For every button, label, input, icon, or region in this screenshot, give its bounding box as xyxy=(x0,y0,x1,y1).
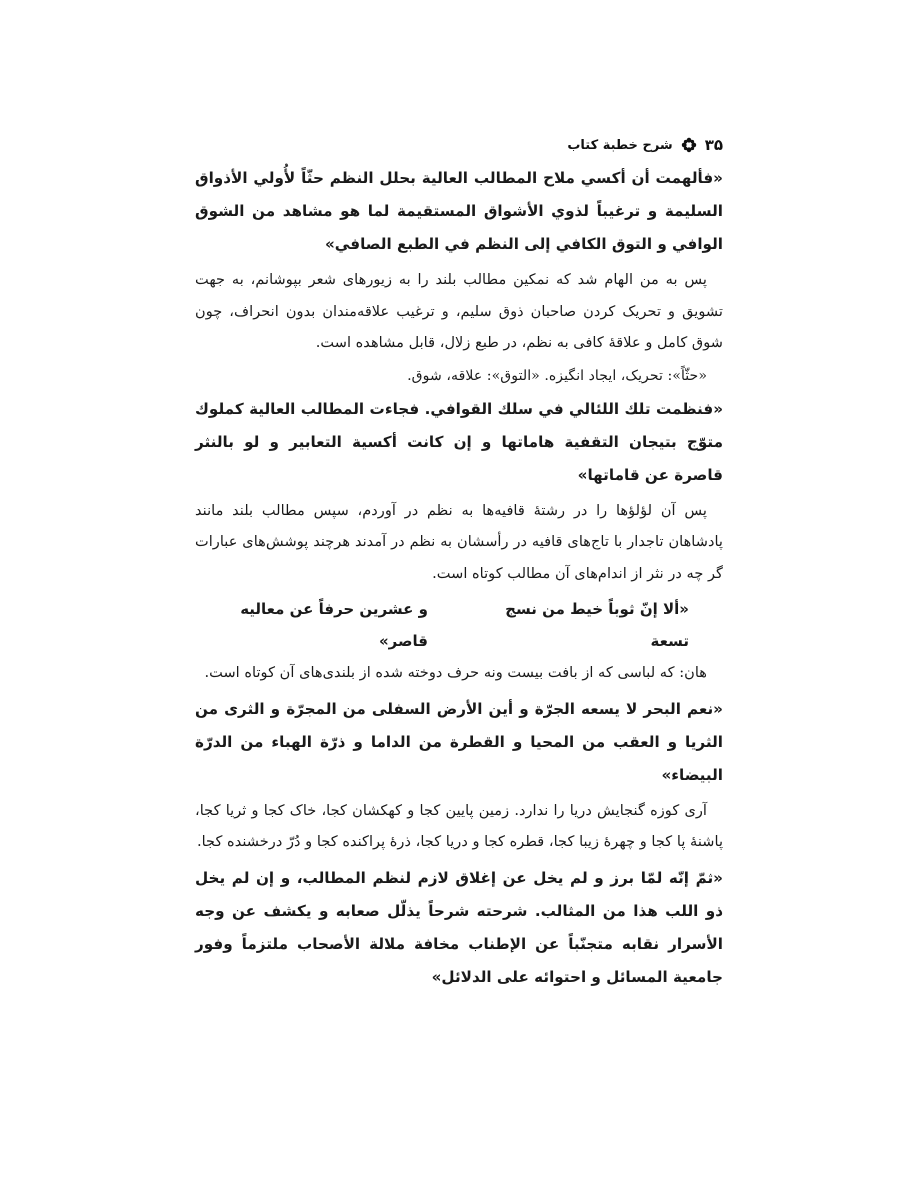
page-number: ۳۵ xyxy=(704,136,723,154)
arabic-passage-1: «فألهمت أن أکسي ملاح المطالب العالیة بحلل النظم حثّاً لأُولي الأذواق السلیمة و ترغیباً لذوي الأشواق المستقیمة لما هو مشاهد من الشوق الوافي و التوق الکافي إلی النظم في الطبع الصافي» xyxy=(195,169,723,253)
running-header xyxy=(195,128,723,162)
flower-ornament-icon xyxy=(681,137,697,153)
persian-translation-4: آری کوزه گنجایش دریا را ندارد. زمین پایین کجا و کهکشان کجا، خاک کجا و ثریا کجا، پاشنهٔ پا کجا و چهرهٔ زیبا کجا، قطره کجا و دریا کجا، ذرهٔ پراکنده کجا و دُرّ درخشنده کجا. xyxy=(195,801,723,850)
book-title: شرح خطبة کتاب xyxy=(567,137,673,153)
persian-translation-3: هان: که لباسی که از بافت بیست ونه حرف دوخته شده از بلندی‌های آن کوتاه است. xyxy=(204,664,707,681)
poetry-verse xyxy=(195,593,723,657)
document-page xyxy=(195,128,723,997)
verse-hemistich-first: «ألا إنّ ثوباً خیط من نسج تسعة xyxy=(505,600,689,650)
verse-hemistich-second: و عشرین حرفاً عن معالیه قاصر» xyxy=(240,600,428,650)
persian-translation-1: پس به من الهام شد که نمکین مطالب بلند را به زیورهای شعر بپوشانم، به جهت تشویق و تحریک کردن صاحبان ذوق سلیم، و ترغیب علاقه‌مندان بدون انحراف، چون شوق کامل و علاقهٔ کافی به نظم، در طبع زلال، قابل مشاهده است. xyxy=(195,271,723,351)
arabic-passage-3: «نعم البحر لا یسعه الجرّة و أین الأرض السفلی من المجرّة و الثری من الثریا و العقب من المحیا و القطرة من الداما و ذرّة الهباء من الدرّة البیضاء» xyxy=(195,699,723,784)
persian-translation-2: پس آن لؤلؤها را در رشتهٔ قافیه‌ها به نظم در آوردم، سپس مطالب بلند مانند پادشاهان تاجدار با تاج‌های قافیه در رأسشان به نظم در آمدند هرچند پوشش‌های عبارات گر چه در نثر از اندام‌های آن مطالب کوتاه است. xyxy=(195,501,723,582)
vocabulary-gloss: «حثّاً»: تحریک، ایجاد انگیزه. «التوق»: علاقه، شوق. xyxy=(407,367,707,384)
arabic-passage-2: «فنظمت تلك اللئالي في سلك القوافي. فجاءت المطالب العالیة کملوك متوّج بتیجان التقفیة هاماتها و إن کانت أکسیة التعابیر و لو بالنثر قاصرة عن قاماتها» xyxy=(195,399,723,484)
arabic-passage-4: «ثمّ إنّه لمّا برز و لم یخل عن إغلاق لازم لنظم المطالب، و إن لم یخل ذو اللب هذا من المثالب. شرحته شرحاً یذلّل صعابه و یکشف عن وجه الأسرار نقابه متجنّباً عن الإطناب مخافة ملالة الأصحاب ملتزماً وفور جامعیة المسائل و احتوائه علی الدلائل» xyxy=(195,868,723,986)
